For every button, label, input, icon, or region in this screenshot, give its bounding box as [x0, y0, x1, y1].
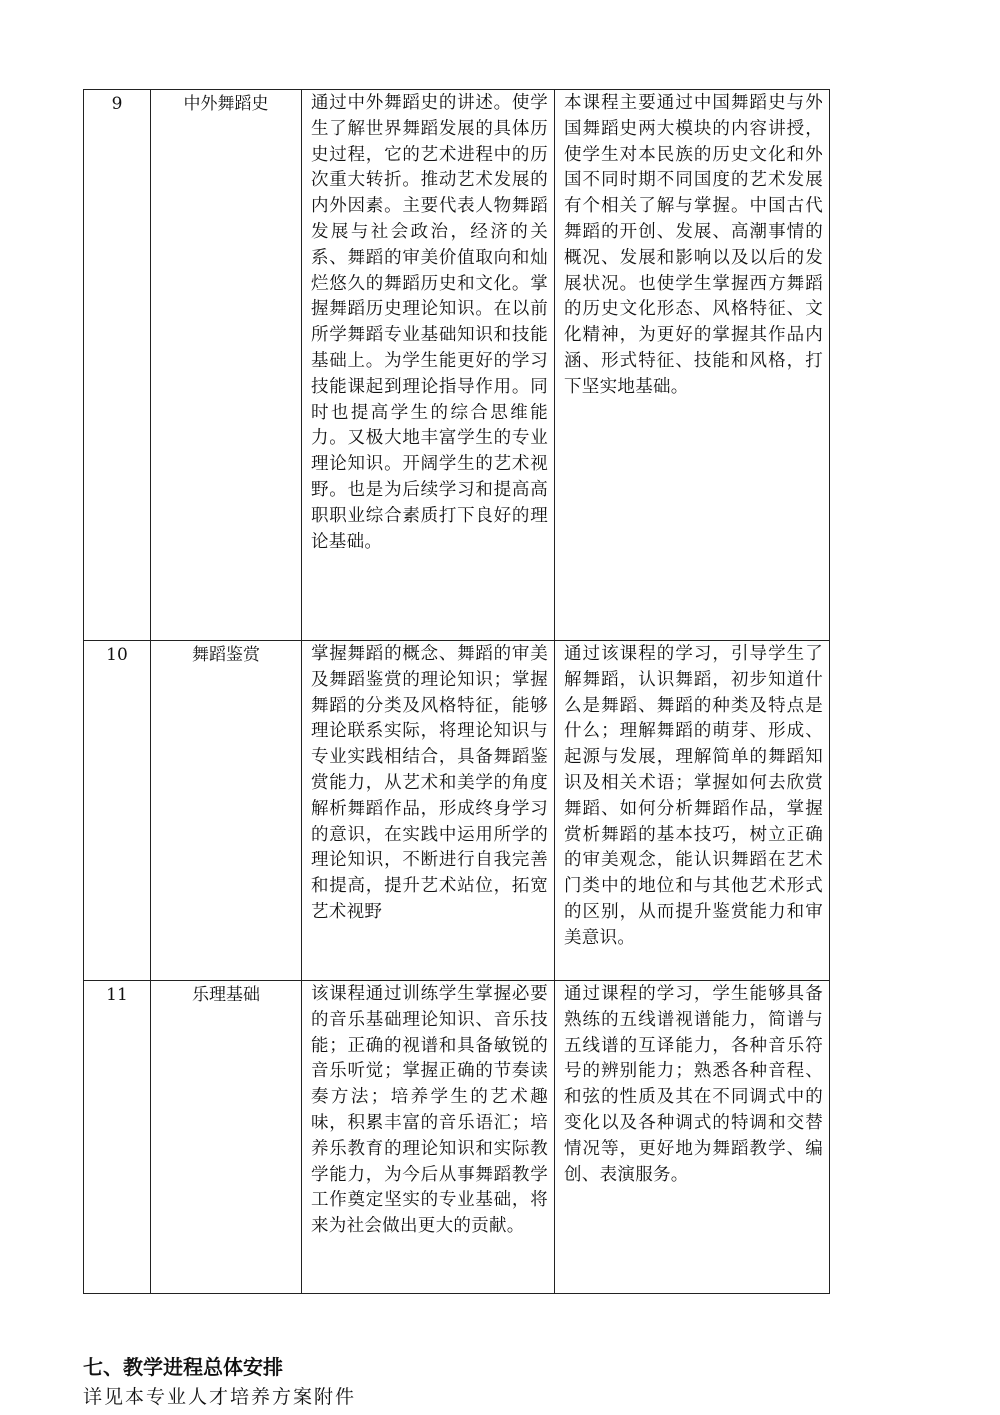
- course-content: 通过课程的学习，学生能够具备熟练的五线谱视谱能力，简谱与五线谱的互译能力，各种音乐符号的辨别能力；熟悉各种音程、和弦的性质及其在不同调式中的变化以及各种调式的特调和交替情况等，更好地为舞蹈教学、编创、表演服务。: [564, 984, 823, 1185]
- course-content-cell: [555, 981, 830, 1294]
- course-requirement-cell: [302, 90, 555, 641]
- course-number: 9: [84, 90, 151, 641]
- course-content: 本课程主要通过中国舞蹈史与外国舞蹈史两大模块的内容讲授，使学生对本民族的历史文化和外国不同时期不同国度的艺术发展有个相关了解与掌握。中国古代舞蹈的开创、发展、高潮事情的概况、发展和影响以及以后的发展状况。也使学生掌握西方舞蹈的历史文化形态、风格特征、文化精神，为更好的掌握其作品内涵、形式特征、技能和风格，打下坚实地基础。: [564, 93, 823, 397]
- table-row: [84, 641, 830, 981]
- table-row: [84, 90, 830, 641]
- course-table: [83, 89, 830, 1294]
- course-content: 通过该课程的学习，引导学生了解舞蹈，认识舞蹈，初步知道什么是舞蹈、舞蹈的种类及特点是什么；理解舞蹈的萌芽、形成、起源与发展，理解简单的舞蹈知识及相关术语；掌握如何去欣赏舞蹈、如何分析舞蹈作品，掌握赏析舞蹈的基本技巧，树立正确的审美观念，能认识舞蹈在艺术门类中的地位和与其他艺术形式的区别，从而提升鉴赏能力和审美意识。: [564, 644, 823, 948]
- section-body: 详见本专业人才培养方案附件: [83, 1386, 357, 1408]
- course-name: 舞蹈鉴赏: [151, 641, 302, 981]
- table-row: [84, 981, 830, 1294]
- course-requirement: 该课程通过训练学生掌握必要的音乐基础理论知识、音乐技能；正确的视谱和具备敏锐的音乐听觉；掌握正确的节奏读奏方法；培养学生的艺术趣味，积累丰富的音乐语汇；培养乐教育的理论知识和实际教学能力，为今后从事舞蹈教学工作奠定坚实的专业基础，将来为社会做出更大的贡献。: [311, 984, 548, 1237]
- course-number: 10: [84, 641, 151, 981]
- course-name: 中外舞蹈史: [151, 90, 302, 641]
- course-requirement: 通过中外舞蹈史的讲述。使学生了解世界舞蹈发展的具体历史过程，它的艺术进程中的历次重大转折。推动艺术发展的内外因素。主要代表人物舞蹈发展与社会政治，经济的关系、舞蹈的审美价值取向和灿烂悠久的舞蹈历史和文化。掌握舞蹈历史理论知识。在以前所学舞蹈专业基础知识和技能基础上。为学生能更好的学习技能课起到理论指导作用。同时也提高学生的综合思维能力。又极大地丰富学生的专业理论知识。开阔学生的艺术视野。也是为后续学习和提高高职职业综合素质打下良好的理论基础。: [311, 93, 548, 552]
- course-name: 乐理基础: [151, 981, 302, 1294]
- course-requirement: 掌握舞蹈的概念、舞蹈的审美及舞蹈鉴赏的理论知识；掌握舞蹈的分类及风格特征，能够理论联系实际，将理论知识与专业实践相结合，具备舞蹈鉴赏能力，从艺术和美学的角度解析舞蹈作品，形成终身学习的意识，在实践中运用所学的理论知识，不断进行自我完善和提高，提升艺术站位，拓宽艺术视野: [311, 644, 548, 922]
- course-requirement-cell: [302, 981, 555, 1294]
- course-number: 11: [84, 981, 151, 1294]
- course-content-cell: [555, 641, 830, 981]
- section-title: 七、教学进程总体安排: [83, 1355, 283, 1379]
- course-requirement-cell: [302, 641, 555, 981]
- course-content-cell: [555, 90, 830, 641]
